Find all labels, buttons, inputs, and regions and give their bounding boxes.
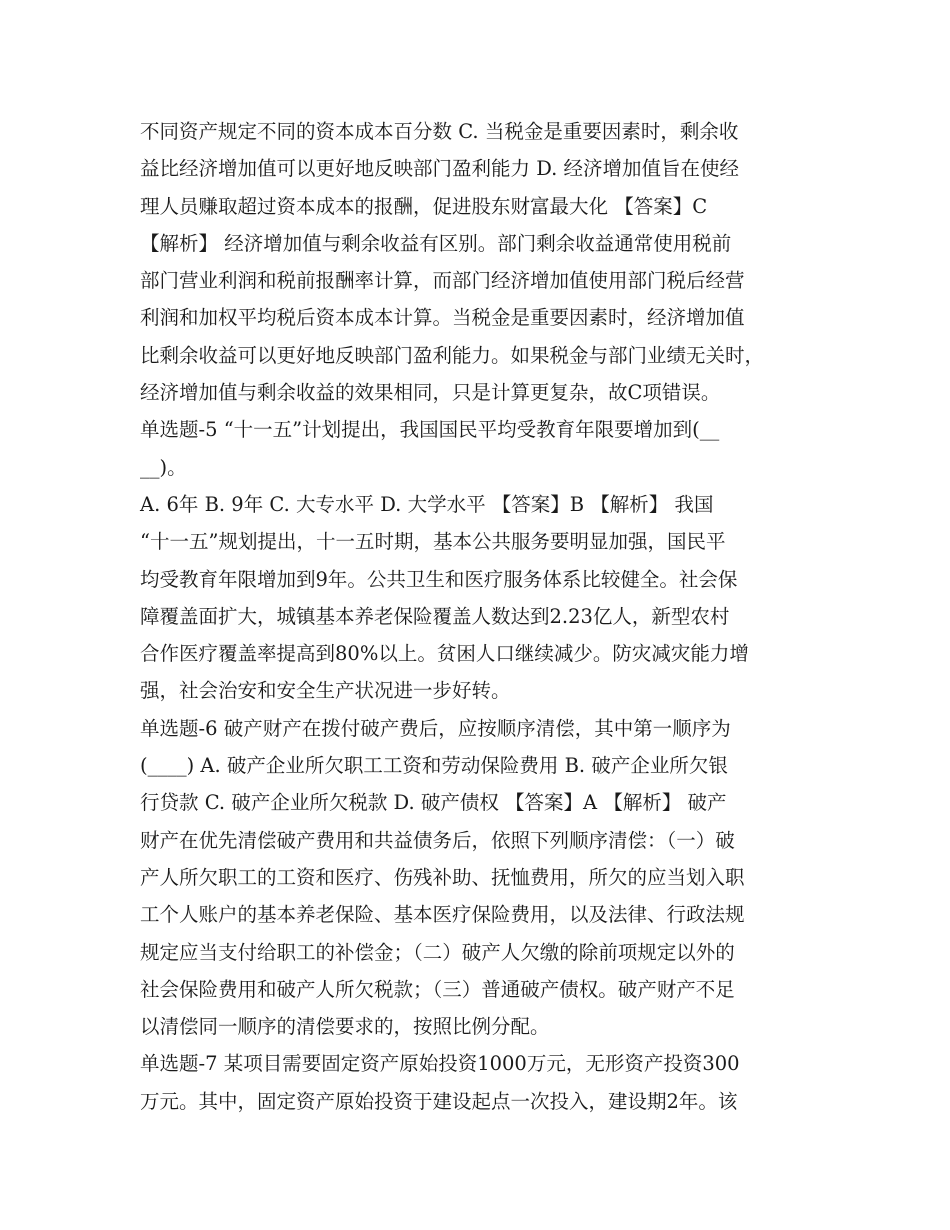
text-line: (____) A. 破产企业所欠职工工资和劳动保险费用 B. 破产企业所欠银 xyxy=(140,754,728,778)
text-line: 均受教育年限增加到9年。公共卫生和医疗服务体系比较健全。社会保 xyxy=(140,567,738,591)
text-line: 社会保险费用和破产人所欠税款；（三）普通破产债权。破产财产不足 xyxy=(140,977,735,1001)
text-line: 【解析】 经济增加值与剩余收益有区别。部门剩余收益通常使用税前 xyxy=(140,231,732,255)
text-line: __)。 xyxy=(140,455,187,479)
text-line: 比剩余收益可以更好地反映部门盈利能力。如果税金与部门业绩无关时， xyxy=(140,343,765,367)
text-line: 行贷款 C. 破产企业所欠税款 D. 破产债权 【答案】A 【解析】 破产 xyxy=(140,791,727,815)
text-line: 合作医疗覆盖率提高到80%以上。贫困人口继续减少。防灾减灾能力增 xyxy=(140,642,749,666)
text-line: 万元。其中，固定资产原始投资于建设起点一次投入，建设期2年。该 xyxy=(140,1089,738,1113)
text-line: 利润和加权平均税后资本成本计算。当税金是重要因素时，经济增加值 xyxy=(140,306,745,330)
text-line: 益比经济增加值可以更好地反映部门盈利能力 D. 经济增加值旨在使经 xyxy=(140,157,740,181)
question-heading: 单选题-5 “十一五”计划提出，我国国民平均受教育年限要增加到(__ xyxy=(140,418,720,442)
question-heading: 单选题-6 破产财产在拨付破产费后，应按顺序清偿，其中第一顺序为 xyxy=(140,716,731,740)
text-line: 障覆盖面扩大，城镇基本养老保险覆盖人数达到2.23亿人，新型农村 xyxy=(140,604,730,628)
text-line: A. 6年 B. 9年 C. 大专水平 D. 大学水平 【答案】B 【解析】 我国 xyxy=(140,492,714,516)
text-line: 理人员赚取超过资本成本的报酬，促进股东财富最大化 【答案】C xyxy=(140,194,708,218)
text-line: 财产在优先清偿破产费用和共益债务后，依照下列顺序清偿：（一）破 xyxy=(140,828,735,852)
text-line: 规定应当支付给职工的补偿金；（二）破产人欠缴的除前项规定以外的 xyxy=(140,940,735,964)
text-line: 工个人账户的基本养老保险、基本医疗保险费用，以及法律、行政法规 xyxy=(140,903,745,927)
text-line: 产人所欠职工的工资和医疗、伤残补助、抚恤费用，所欠的应当划入职 xyxy=(140,865,745,889)
text-line: 以清偿同一顺序的清偿要求的，按照比例分配。 xyxy=(140,1015,550,1039)
text-line: 经济增加值与剩余收益的效果相同，只是计算更复杂，故C项错误。 xyxy=(140,381,721,405)
text-line: 不同资产规定不同的资本成本百分数 C. 当税金是重要因素时，剩余收 xyxy=(140,120,739,143)
question-heading: 单选题-7 某项目需要固定资产原始投资1000万元，无形资产投资300 xyxy=(140,1052,740,1076)
text-line: 强，社会治安和安全生产状况进一步好转。 xyxy=(140,679,511,703)
document-body xyxy=(140,113,820,1120)
text-line: “十一五”规划提出，十一五时期，基本公共服务要明显加强，国民平 xyxy=(140,530,726,554)
text-line: 部门营业利润和税前报酬率计算，而部门经济增加值使用部门税后经营 xyxy=(140,269,745,293)
